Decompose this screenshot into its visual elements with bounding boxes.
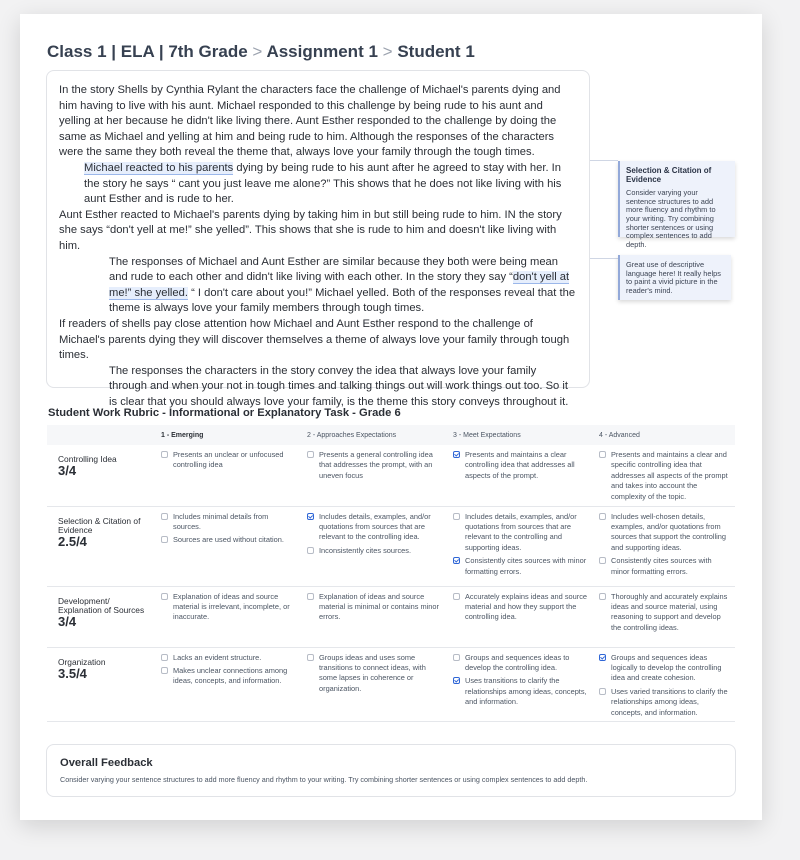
- rubric-cell: [153, 445, 299, 506]
- essay-paragraph: Aunt Esther reacted to Michael's parents dying by taking him in but still being rude to him. IN the story she says “don't yell at me!” she yelled”. This shows that she is rude to him and doesn't like living with him.: [59, 208, 562, 252]
- rubric-option[interactable]: [453, 592, 587, 623]
- option-text: Groups and sequences ideas to develop the controlling idea.: [465, 652, 570, 672]
- rubric-option[interactable]: [453, 450, 587, 481]
- rubric-cell: [299, 506, 445, 586]
- option-text: Uses transitions to clarify the relationships among ideas, concepts, and information.: [465, 676, 587, 707]
- comment-text: Consider varying your sentence structures to add more fluency and rhythm to your writing. Try combining shorter sentences or using complex sentences to add depth.: [626, 188, 716, 249]
- rubric-row: [47, 647, 735, 721]
- rubric-option[interactable]: [161, 666, 295, 687]
- rubric-cell: [299, 445, 445, 506]
- rubric-option[interactable]: [599, 450, 731, 502]
- option-text: Explanation of ideas and source material is minimal or contains minor errors.: [319, 591, 439, 622]
- checkbox[interactable]: [161, 654, 168, 661]
- rubric-cell: [591, 445, 735, 506]
- rubric-table: [47, 425, 735, 722]
- option-text: Consistently cites sources with minor formatting errors.: [465, 556, 587, 576]
- comment-connector: [590, 258, 618, 259]
- checkbox[interactable]: [161, 513, 168, 520]
- checkbox[interactable]: [307, 547, 314, 554]
- criterion-score: 3/4: [58, 463, 77, 479]
- essay-text: dying by being rude to his aunt after he agreed to stay with her. In the story he says “ cant you just leave me alone?” This shows that he does not like living with his aunt Esther and is rude to her.: [84, 161, 562, 206]
- checkbox[interactable]: [161, 667, 168, 674]
- option-text: Groups ideas and uses some transitions to connect ideas, with some lapses in coherence or organization.: [319, 652, 426, 693]
- essay-paragraph: [59, 255, 577, 317]
- option-text: Groups and sequences ideas logically to develop the controlling idea and create cohesion.: [611, 652, 722, 683]
- rubric-option[interactable]: [599, 687, 731, 718]
- comment-connector: [590, 160, 618, 161]
- rubric-header-row: [47, 425, 735, 445]
- rubric-option[interactable]: [161, 535, 295, 545]
- criterion-cell: [47, 506, 153, 586]
- rubric-cell: [445, 506, 591, 586]
- checkbox[interactable]: [599, 688, 606, 695]
- option-text: Includes minimal details from sources.: [173, 511, 269, 531]
- checkbox[interactable]: [307, 451, 314, 458]
- rubric-title: Student Work Rubric - Informational or Explanatory Task - Grade 6: [48, 407, 401, 419]
- rubric-option[interactable]: [161, 450, 295, 471]
- option-text: Sources are used without citation.: [173, 535, 284, 545]
- breadcrumb-assignment[interactable]: Assignment 1: [266, 42, 378, 61]
- option-text: Includes well-chosen details, examples, and/or quotations from sources that support the controlling and supporting ideas.: [611, 511, 727, 552]
- option-text: Accurately explains ideas and source material and how they support the controlling idea.: [465, 591, 588, 622]
- checkbox[interactable]: [453, 513, 460, 520]
- option-text: Presents a general controlling idea that addresses the prompt, with an uneven focus: [319, 450, 433, 480]
- rubric-option[interactable]: [599, 512, 731, 554]
- option-text: Lacks an evident structure.: [173, 652, 262, 662]
- student-essay: [46, 70, 590, 408]
- rubric-row: [47, 506, 735, 586]
- checked-checkbox[interactable]: [453, 677, 460, 684]
- criterion-score: 2.5/4: [58, 534, 87, 550]
- rubric-option[interactable]: [307, 546, 441, 556]
- comment-card[interactable]: [618, 255, 731, 300]
- essay-text: The responses of Michael and Aunt Esther are similar because they both were being mean and rude to each other and didn't like living with each other. In the story they say “: [109, 255, 558, 284]
- rubric-cell: [153, 506, 299, 586]
- breadcrumb-student: Student 1: [397, 42, 475, 61]
- rubric-option[interactable]: [599, 592, 731, 634]
- comment-text: Great use of descriptive language here! It really helps to paint a vivid picture in the reader's mind.: [626, 260, 721, 295]
- criterion-score: 3.5/4: [58, 665, 87, 681]
- rubric-option[interactable]: [307, 512, 441, 543]
- rubric-option[interactable]: [307, 653, 441, 695]
- rubric-option[interactable]: [161, 653, 295, 663]
- rubric-cell: [591, 647, 735, 721]
- breadcrumb-separator: >: [382, 42, 393, 61]
- criterion-name: Organization: [58, 656, 106, 667]
- rubric-row: [47, 445, 735, 506]
- option-text: Consistently cites sources with minor formatting errors.: [611, 556, 712, 576]
- rubric-row: [47, 586, 735, 647]
- essay-paragraph: In the story Shells by Cynthia Rylant the characters face the challenge of Michael's parents dying and him having to live with his aunt. Michael responded to this challenge by being rude to his aunt and yelling at her because he didn't like living there. Aunt Esther responded to the challenge by doing the same as Michael and yelling at him and being rude to him. Although the responses of the characters were the same they both reveal the theme that, always love your family through the tough times.: [59, 84, 561, 159]
- rubric-cell: [153, 586, 299, 647]
- option-text: Inconsistently cites sources.: [319, 545, 412, 555]
- highlighted-passage[interactable]: don't yell at me!” she yelled.: [109, 271, 570, 299]
- feedback-text: Consider varying your sentence structures to add more fluency and rhythm to your writing. Try combining shorter sentences or using complex sentences to add depth.: [60, 775, 588, 784]
- checkbox[interactable]: [161, 451, 168, 458]
- rubric-option[interactable]: [161, 592, 295, 623]
- essay-paragraph: The responses the characters in the story convey the idea that always love your family through and when your not in tough times and talking things out will work things out too. So it is clear that you should always love your family, is the theme this story conveys throughout it.: [109, 364, 569, 408]
- criterion-name: Selection & Citation of Evidence: [58, 515, 141, 535]
- rubric-option[interactable]: [453, 556, 587, 577]
- option-text: Includes details, examples, and/or quotations from sources that are relevant to the controlling and supporting ideas.: [465, 511, 577, 552]
- checkbox[interactable]: [599, 513, 606, 520]
- checked-checkbox[interactable]: [599, 654, 606, 661]
- rubric-option[interactable]: [307, 592, 441, 623]
- breadcrumb-separator: >: [252, 42, 263, 61]
- rubric-option[interactable]: [599, 556, 731, 577]
- criterion-cell: [47, 586, 153, 647]
- option-text: Presents an unclear or unfocused controlling idea: [173, 450, 284, 470]
- option-text: Uses varied transitions to clarify the relationships among ideas, concepts, and information.: [611, 686, 728, 717]
- checked-checkbox[interactable]: [453, 557, 460, 564]
- rubric-cell: [445, 647, 591, 721]
- option-text: Presents and maintains a clear controlling idea that addresses all aspects of the prompt.: [465, 450, 575, 480]
- checkbox[interactable]: [599, 451, 606, 458]
- highlighted-passage[interactable]: Michael reacted to his parents: [84, 161, 234, 174]
- checkbox[interactable]: [307, 654, 314, 661]
- breadcrumb-class[interactable]: Class 1 | ELA | 7th Grade: [47, 42, 248, 61]
- comment-title: Selection & Citation of Evidence: [626, 166, 712, 184]
- checked-checkbox[interactable]: [453, 451, 460, 458]
- rubric-cell: [445, 586, 591, 647]
- rubric-cell: [299, 647, 445, 721]
- checkbox[interactable]: [599, 557, 606, 564]
- essay-paragraph: If readers of shells pay close attention how Michael and Aunt Esther respond to the challenge of Michael's parents dying they will discover themselves a theme of always love your family through tough times.: [59, 317, 570, 362]
- checkbox[interactable]: [161, 536, 168, 543]
- overall-feedback: [46, 744, 736, 797]
- rubric-cell: [591, 586, 735, 647]
- rubric-option[interactable]: [453, 653, 587, 674]
- option-text: Thoroughly and accurately explains ideas and source material, using reasoning to support and develop the controlling ideas.: [611, 591, 728, 632]
- rubric-cell: [591, 506, 735, 586]
- checkbox[interactable]: [453, 654, 460, 661]
- rubric-option[interactable]: [599, 653, 731, 684]
- breadcrumb: [47, 42, 475, 62]
- option-text: Presents and maintains a clear and specific controlling idea that addresses all aspects of the prompt and takes into account the complexity of the topic.: [611, 450, 728, 501]
- level-header: 4 - Advanced: [591, 425, 735, 445]
- option-text: Explanation of ideas and source material is irrelevant, incomplete, or inaccurate.: [173, 591, 290, 622]
- essay-paragraph: [59, 161, 577, 208]
- option-text: Includes details, examples, and/or quotations from sources that are relevant to the controlling idea.: [319, 511, 431, 542]
- criterion-name: Development/ Explanation of Sources: [58, 595, 145, 615]
- level-header: 1 - Emerging: [153, 425, 299, 445]
- checkbox[interactable]: [161, 593, 168, 600]
- rubric-option[interactable]: [453, 676, 587, 707]
- checkbox[interactable]: [453, 593, 460, 600]
- checkbox[interactable]: [599, 593, 606, 600]
- criterion-cell: [47, 445, 153, 506]
- rubric-cell: [445, 445, 591, 506]
- comment-card[interactable]: [618, 161, 735, 249]
- option-text: Makes unclear connections among ideas, concepts, and information.: [173, 665, 288, 686]
- rubric-cell: [153, 647, 299, 721]
- rubric-option[interactable]: [307, 450, 441, 481]
- rubric-option[interactable]: [453, 512, 587, 554]
- rubric-header-empty: [47, 425, 153, 445]
- checked-checkbox[interactable]: [307, 513, 314, 520]
- grading-panel: [20, 14, 762, 820]
- criterion-name: Controlling Idea: [58, 454, 117, 464]
- level-header: 2 - Approaches Expectations: [299, 425, 445, 445]
- rubric-option[interactable]: [161, 512, 295, 533]
- rubric-cell: [299, 586, 445, 647]
- essay-text: “ I don't care about you!” Michael yelled. Both of the responses reveal that the theme is always love your family members through tough times.: [109, 286, 576, 315]
- criterion-score: 3/4: [58, 614, 77, 630]
- level-header: 3 - Meet Expectations: [445, 425, 591, 445]
- checkbox[interactable]: [307, 593, 314, 600]
- feedback-title: Overall Feedback: [60, 757, 153, 769]
- criterion-cell: [47, 647, 153, 721]
